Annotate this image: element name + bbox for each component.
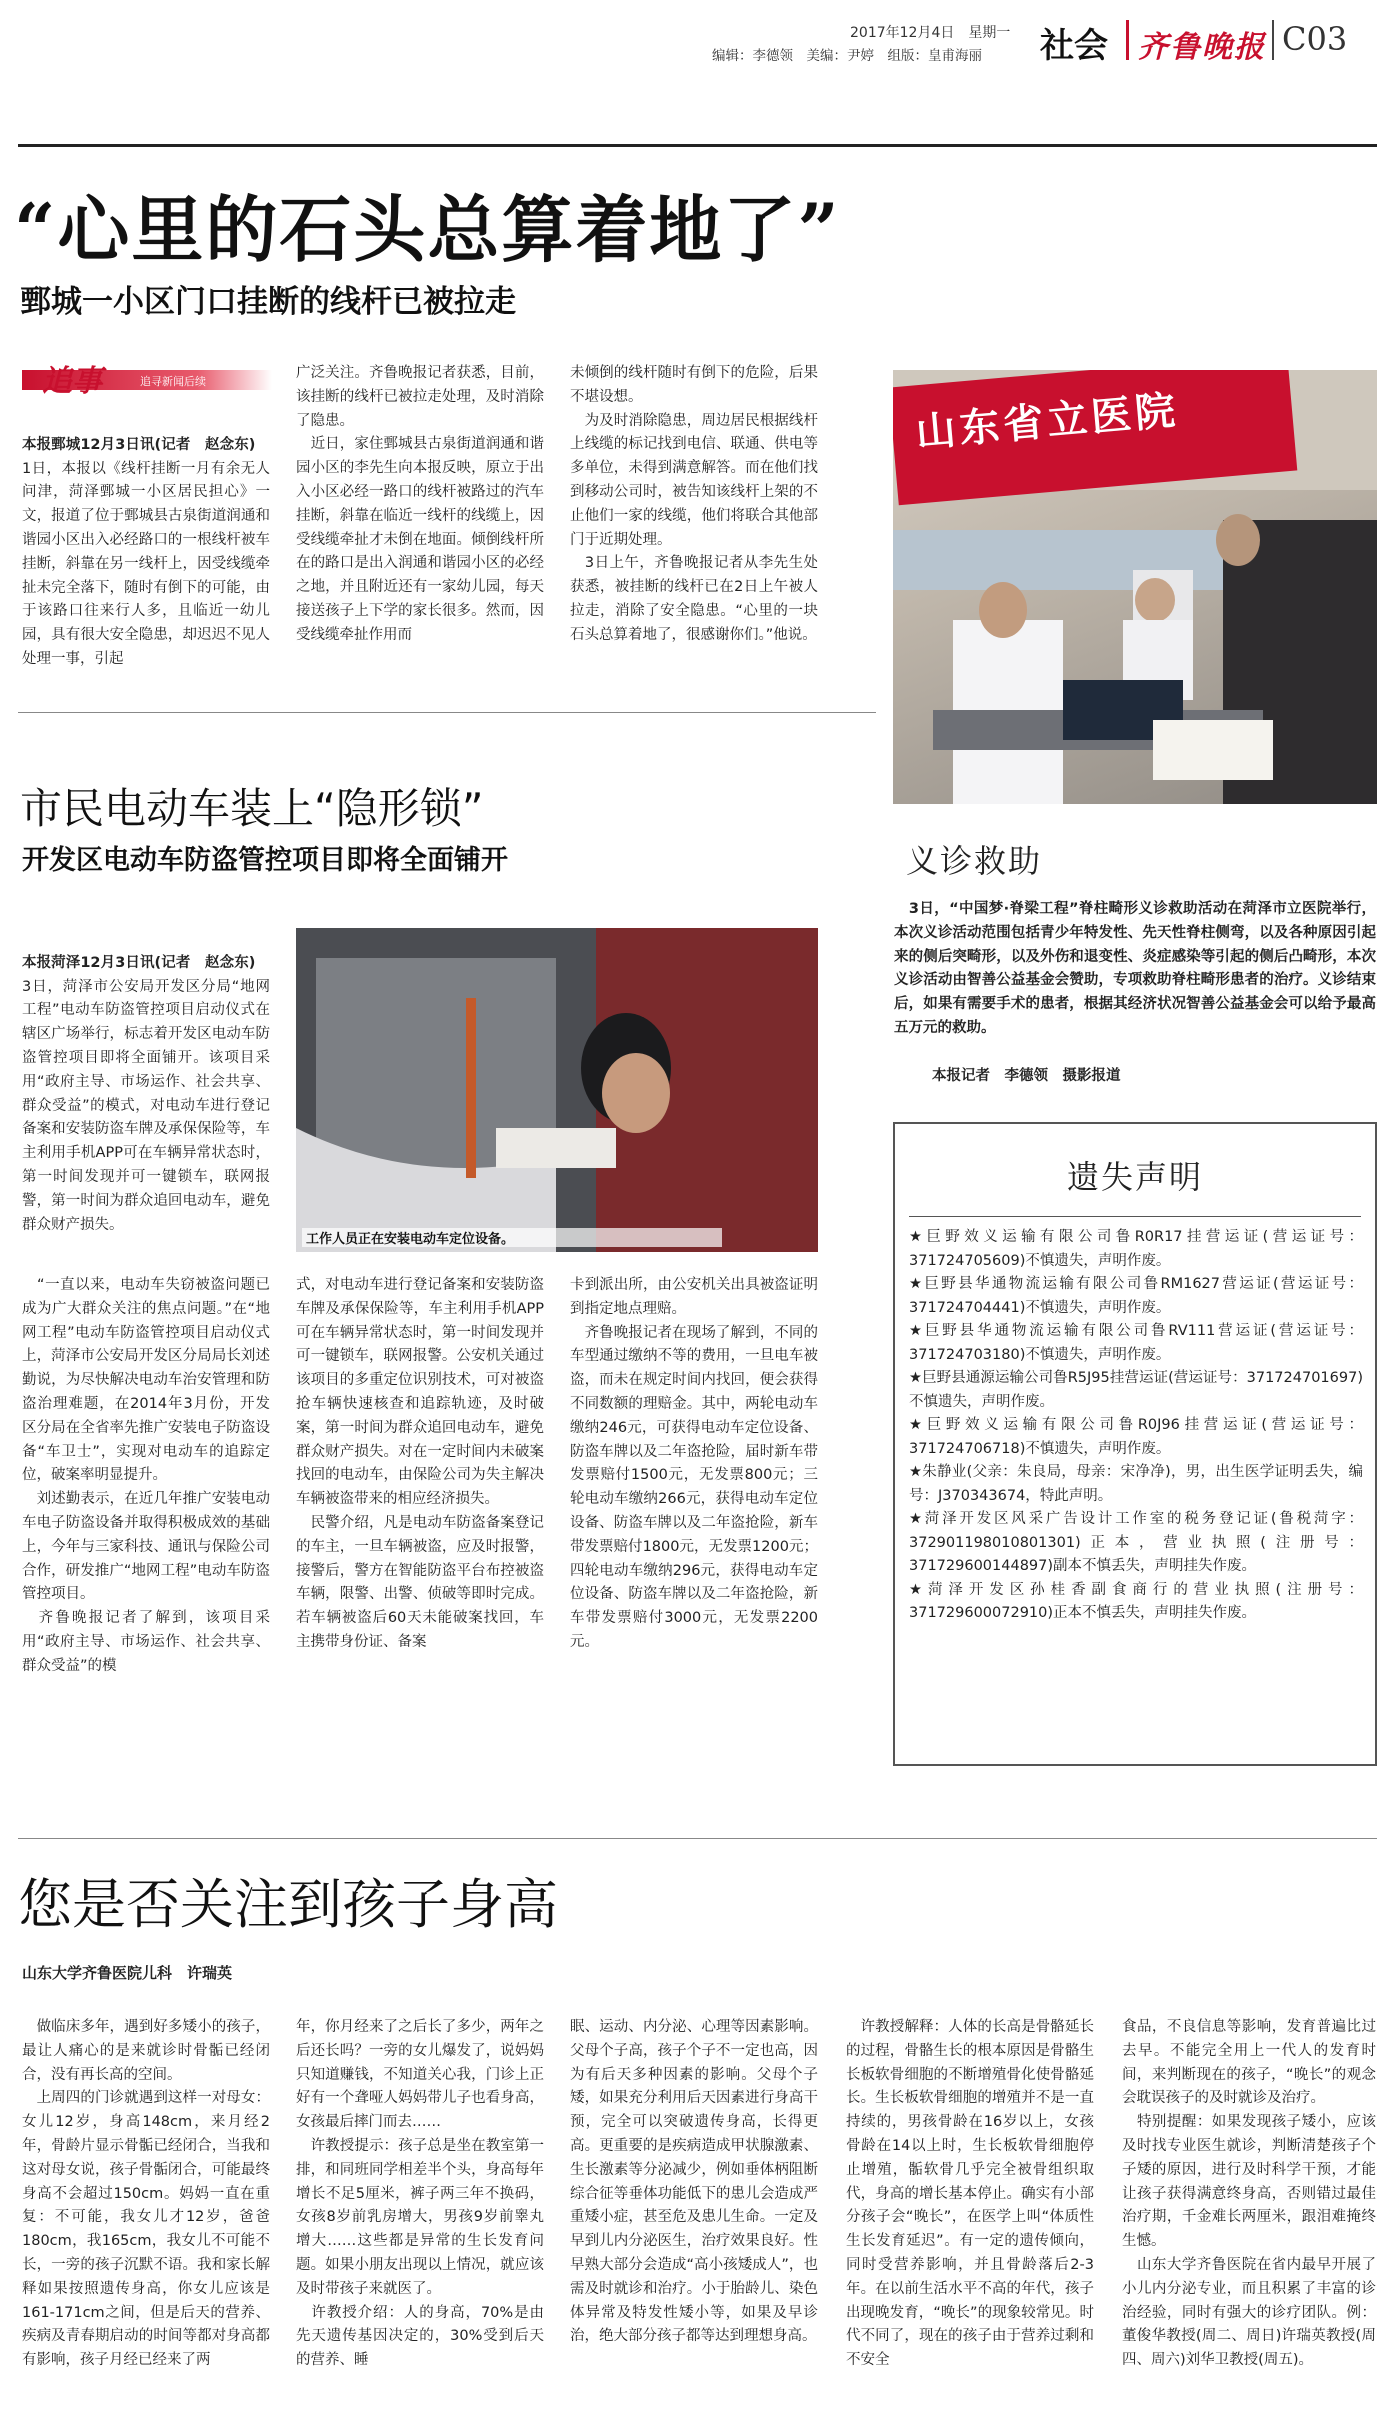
- lost-notice-item: ★巨野效义运输有限公司鲁R0J96挂营运证(营运证号：371724706718)不慎遗失，声明作废。: [909, 1417, 1363, 1457]
- date-line: 2017年12月4日 星期一: [850, 25, 1011, 41]
- lost-notice-list: [909, 1226, 1363, 1626]
- column-logo-sub: 追寻新闻后续: [140, 375, 206, 388]
- article2-col3: 卡到派出所，由公安机关出具被盗证明到指定地点理赔。 齐鲁晚报记者在现场了解到，不同的车型通过缴纳不等的费用，一旦电车被盗，而未在规定时间内找回，便会获得不同数额的理赔金。其中，两轮电动车缴纳246元，可获得电动车定位设备、防盗车牌以及二年盗抢险，届时新车带发票赔付1500元，无发票800元；三轮电动车缴纳266元，获得电动车定位设备、防盗车牌以及二年盗抢险，新车带发票赔付1800元，无发票1200元；四轮电动车缴纳296元，获得电动车定位设备、防盗车牌以及二年盗抢险，新车带发票赔付3000元，无发票2200元。: [570, 1277, 818, 1650]
- lost-notice-box: [893, 1122, 1377, 1766]
- photo-feature-caption: 3日，“中国梦·脊梁工程”脊柱畸形义诊救助活动在菏泽市立医院举行，本次义诊活动范围包括青少年特发性、先天性脊柱侧弯，以及各种原因引起来的侧后突畸形，以及外伤和退变性、炎症感染等引起的侧后凸畸形，本次义诊活动由智善公益基金会赞助，专项救助脊柱畸形患者的治疗。义诊结束后，如果有需要手术的患者，根据其经济状况智善公益基金会可以给予最高五万元的救助。: [894, 901, 1376, 1036]
- photo-feature-title: 义诊救助: [906, 842, 1043, 880]
- lost-notice-item: ★巨野县华通物流运输有限公司鲁RV111营运证(营运证号：371724703180)不慎遗失，声明作废。: [909, 1323, 1363, 1363]
- column-logo: [22, 356, 282, 400]
- article1-subhead: 鄄城一小区门口挂断的线杆已被拉走: [20, 284, 516, 320]
- article2-col1-bottom: “一直以来，电动车失窃被盗问题已成为广大群众关注的焦点问题。”在“地网工程”电动车防盗管控项目启动仪式上，菏泽市公安局开发区分局局长刘述勤说，为尽快解决电动车治安管理和防盗治理难题，在2014年3月份，开发区分局在全省率先推广安装电子防盗设备“车卫士”，实现对电动车的追踪定位，破案率明显提升。 刘述勤表示，在近几年推广安装电动车电子防盗设备并取得积极成效的基础上，今年与三家科技、通讯与保险公司合作，研发推广“地网工程”电动车防盗管控项目。 齐鲁晚报记者了解到，该项目采用“政府主导、市场运作、社会共享、群众受益”的模: [22, 1277, 270, 1674]
- article1-headline: “心里的石头总算着地了”: [14, 187, 841, 272]
- ebike-photo: [296, 928, 818, 1252]
- article1-col1-text: 1日，本报以《线杆挂断一月有余无人问津，菏泽鄄城一小区居民担心》一文，报道了位于鄄城县古泉街道润通和谐园小区出入必经路口的一根线杆被车挂断，斜靠在另一线杆上，因受线缆牵扯未完全落下，随时有倒下的可能，由于该路口往来行人多，且临近一幼儿园，具有很大安全隐患，却迟迟不见人处理一事，引起: [22, 436, 270, 667]
- column-logo-main: 追事: [42, 364, 102, 399]
- lost-notice-title-rule: [909, 1216, 1361, 1217]
- masthead: [0, 0, 1395, 70]
- article1-col2: 广泛关注。齐鲁晚报记者获悉，目前，该挂断的线杆已被拉走处理，及时消除了隐患。 近日，家住鄄城县古泉街道润通和谐园小区的李先生向本报反映，原立于出入小区必经一路口的线杆被路过的汽车挂断，斜靠在临近一线杆的线缆上，因受线缆牵扯才未倒在地面。倾倒线杆所在的路口是出入润通和谐园小区的必经之地，并且附近还有一家幼儿园，每天接送孩子上下学的家长很多。然而，因受线缆牵扯作用而: [296, 365, 544, 643]
- editor-line: 编辑：李德领 美编：尹婷 组版：皇甫海丽: [712, 48, 982, 64]
- article2-lead: 本报菏泽12月3日讯(记者 赵念东): [22, 954, 256, 971]
- lost-notice-item: ★朱静业(父亲：朱良局，母亲：宋净净)，男，出生医学证明丢失，编号：J370343674，特此声明。: [909, 1464, 1363, 1504]
- paper-name-logo: 齐鲁晚报: [1138, 30, 1266, 65]
- photo-feature-credit: 本报记者 李德领 摄影报道: [932, 1068, 1121, 1084]
- divider-black: [1272, 20, 1274, 60]
- article3-col1: 做临床多年，遇到好多矮小的孩子，最让人痛心的是来就诊时骨骺已经闭合，没有再长高的空间。 上周四的门诊就遇到这样一对母女：女儿12岁，身高148cm，来月经2年，骨龄片显示骨骺已经闭合，当我和这对母女说，孩子骨骺闭合，可能最终身高不会超过150cm。妈妈一直在重复：不可能，我女儿才12岁，爸爸180cm，我165cm，我女儿不可能不长，一旁的孩子沉默不语。我和家长解释如果按照遗传身高，你女儿应该是161-171cm之间，但是后天的营养、疾病及青春期启动的时间等都对身高都有影响，孩子月经已经来了两: [22, 2019, 270, 2369]
- lost-notice-item: ★巨野县通源运输公司鲁R5J95挂营运证(营运证号：371724701697)不慎遗失，声明作废。: [909, 1370, 1363, 1410]
- article3-col5: 食品，不良信息等影响，发育普遍比过去早。不能完全用上一代人的发育时间，来判断现在的孩子，“晚长”的观念会耽误孩子的及时就诊及治疗。 特别提醒：如果发现孩子矮小，应该及时找专业医生就诊，判断清楚孩子个子矮的原因，进行及时科学干预，才能让孩子获得满意终身高，否则错过最佳治疗期，千金难长两厘米，跟泪难掩终生憾。 山东大学齐鲁医院在省内最早开展了小儿内分泌专业，而且积累了丰富的诊治经验，同时有强大的诊疗团队。例：董俊华教授(周二、周日)许瑞英教授(周四、周六)刘华卫教授(周五)。: [1122, 2019, 1376, 2369]
- article2-headline: 市民电动车装上“隐形锁”: [20, 784, 484, 833]
- ebike-photo-caption: 工作人员正在安装电动车定位设备。: [302, 1228, 722, 1247]
- hospital-photo: [893, 370, 1377, 804]
- article3-headline: 您是否关注到孩子身高: [18, 1873, 558, 1936]
- article1-col1: [22, 410, 270, 698]
- divider-red: [1126, 20, 1129, 60]
- ebike-photo-art: [296, 928, 818, 1252]
- lost-notice-title: 遗失声明: [1066, 1158, 1203, 1196]
- lost-notice-item: ★巨野效义运输有限公司鲁R0R17挂营运证(营运证号：371724705609)不慎遗失，声明作废。: [909, 1229, 1363, 1269]
- lost-notice-item: ★菏泽开发区风采广告设计工作室的税务登记证(鲁税菏字：372901198010801301)正本，营业执照(注册号：371729600144897)副本不慎丢失，声明挂失作废。: [909, 1511, 1363, 1574]
- hospital-sign-text: 山东省立医院: [913, 386, 1181, 457]
- article3-col4: 许教授解释：人体的长高是骨骼延长的过程，骨骼生长的根本原因是骨骼生长板软骨细胞的不断增殖骨化使骨骼延长。生长板软骨细胞的增殖并不是一直持续的，男孩骨龄在16岁以上，女孩骨龄在14以上时，生长板软骨细胞停止增殖，骺软骨几乎完全被骨组织取代，身高的增长基本停止。确实有小部分孩子会“晚长”，在医学上叫“体质性生长发育延迟”。有一定的遗传倾向，同时受营养影响，并且骨龄落后2-3年。在以前生活水平不高的年代，孩子出现晚发育，“晚长”的现象较常见。时代不同了，现在的孩子由于营养过剩和不安全: [846, 2019, 1094, 2369]
- article2-subhead: 开发区电动车防盗管控项目即将全面铺开: [22, 845, 508, 876]
- article2-col2: 式，对电动车进行登记备案和安装防盗车牌及承保保险等，车主利用手机APP可在车辆异常状态时，第一时间发现并可一键锁车，联网报警。公安机关通过该项目的多重定位识别技术，可对被盗抢车辆快速核查和追踪轨迹，及时破案，第一时间为群众追回电动车，避免群众财产损失。对在一定时间内未破案找回的电动车，由保险公司为失主解决车辆被盗带来的相应经济损失。 民警介绍，凡是电动车防盗备案登记的车主，一旦车辆被盗，应及时报警，接警后，警方在智能防盗平台布控被盗车辆，限警、出警、侦破等即时完成。若车辆被盗后60天未能破案找回，车主携带身份证、备案: [296, 1277, 544, 1650]
- article1-lead: 本报鄄城12月3日讯(记者 赵念东): [22, 436, 256, 453]
- article2-col1-top-text: 3日，菏泽市公安局开发区分局“地网工程”电动车防盗管控项目启动仪式在辖区广场举行，标志着开发区电动车防盗管控项目即将全面铺开。该项目采用“政府主导、市场运作、社会共享、群众受益”的模式，对电动车进行登记备案和安装防盗车牌及承保保险等，车主利用手机APP可在车辆异常状态时，第一时间发现并可一键锁车，联网报警，第一时间为群众追回电动车，避免群众财产损失。: [22, 954, 270, 1233]
- page-number: C03: [1282, 20, 1348, 58]
- article1-col3: 未倾倒的线杆随时有倒下的危险，后果不堪设想。 为及时消除隐患，周边居民根据线杆上线缆的标记找到电信、联通、供电等多单位，未得到满意解答。而在他们找到移动公司时，被告知该线杆上架的不止他们一家的线缆，他们将联合其他部门于近期处理。 3日上午，齐鲁晚报记者从李先生处获悉，被挂断的线杆已在2日上午被人拉走，消除了安全隐患。“心里的一块石头总算着地了，很感谢你们。”他说。: [570, 365, 818, 643]
- article3-col2: 年，你月经来了之后长了多少，两年之后还长吗？一旁的女儿爆发了，说妈妈只知道赚钱，不知道关心我，门诊上正好有一个聋哑人妈妈带儿子也看身高，女孩最后摔门而去…… 许教授提示：孩子总是坐在教室第一排，和同班同学相差半个头，身高每年增长不足5厘米，裤子两三年不换码，女孩8岁前乳房增大，男孩9岁前睾丸增大……这些都是异常的生长发育问题。如果小朋友出现以上情况，就应该及时带孩子来就医了。 许教授介绍：人的身高，70%是由先天遗传基因决定的，30%受到后天的营养、睡: [296, 2019, 544, 2369]
- lost-notice-item: ★菏泽开发区孙桂香副食商行的营业执照(注册号：371729600072910)正本不慎丢失，声明挂失作废。: [909, 1581, 1363, 1621]
- lost-notice-item: ★巨野县华通物流运输有限公司鲁RM1627营运证(营运证号：371724704441)不慎遗失，声明作废。: [909, 1276, 1363, 1316]
- article2-top-rule: [18, 712, 876, 713]
- article3-col3: 眠、运动、内分泌、心理等因素影响。父母个子高，孩子个子不一定也高，因为有后天多种因素的影响。父母个子矮，如果充分利用后天因素进行身高干预，完全可以突破遗传身高，长得更高。更重要的是疾病造成甲状腺激素、生长激素等分泌减少，例如垂体柄阻断综合征等垂体功能低下的患儿会造成严重矮小症，甚至危及患儿生命。一定及早到儿内分泌医生，治疗效果良好。性早熟大部分会造成“高小孩矮成人”，也需及时就诊和治疗。小于胎龄儿、染色体异常及特发性矮小等，如果及早诊治，绝大部分孩子都等达到理想身高。: [570, 2019, 818, 2345]
- masthead-rule: [18, 144, 1377, 147]
- article3-top-rule: [18, 1838, 1377, 1839]
- section-name: 社会: [1040, 26, 1108, 66]
- article3-byline: 山东大学齐鲁医院儿科 许瑞英: [22, 1964, 233, 1982]
